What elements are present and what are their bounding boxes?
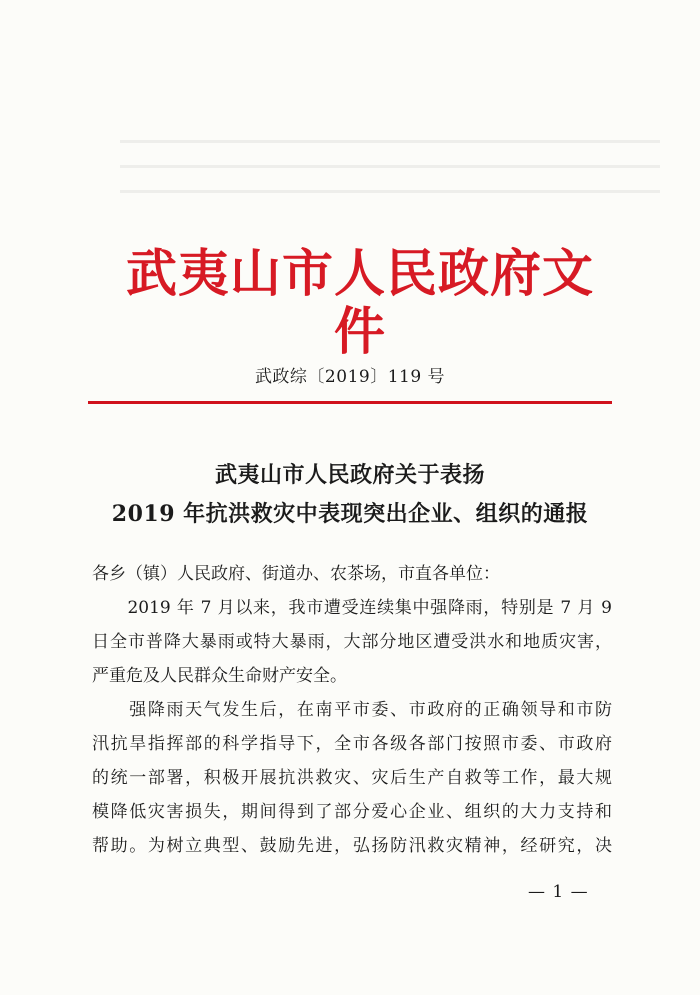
paragraph-2-line: 的统一部署，积极开展抗洪救灾、灾后生产自救等工作，最大规 [92, 768, 612, 788]
paragraph-2-line: 汛抗旱指挥部的科学指导下，全市各级各部门按照市委、市政府 [92, 734, 612, 754]
notice-title-line-1: 武夷山市人民政府关于表扬 [214, 462, 485, 488]
page-number: — 1 — [528, 882, 589, 902]
notice-title-line-2: 2019 年抗洪救灾中表现突出企业、组织的通报 [111, 501, 589, 527]
red-separator-line [88, 401, 612, 404]
paragraph-2-line: 帮助。为树立典型、鼓励先进，弘扬防汛救灾精神，经研究，决 [92, 836, 612, 856]
document-body [92, 557, 612, 863]
bleed-through-shadow [120, 118, 660, 228]
paragraph-2-line: 模降低灾害损失，期间得到了部分爱心企业、组织的大力支持和 [92, 802, 612, 822]
document-number: 武政综〔2019〕119 号 [254, 367, 446, 387]
document-header-title: 武夷山市人民政府文件 [125, 245, 594, 362]
notice-title [80, 456, 620, 534]
paragraph-1-line: 严重危及人民群众生命财产安全。 [92, 666, 347, 686]
salutation: 各乡（镇）人民政府、街道办、农茶场，市直各单位： [92, 564, 500, 584]
paragraph-1-line: 日全市普降大暴雨或特大暴雨，大部分地区遭受洪水和地质灾害， [92, 632, 612, 652]
paragraph-1-line: 2019 年 7 月以来，我市遭受连续集中强降雨，特别是 7 月 9 [92, 598, 612, 618]
paragraph-2-line: 强降雨天气发生后，在南平市委、市政府的正确领导和市防 [92, 700, 612, 720]
